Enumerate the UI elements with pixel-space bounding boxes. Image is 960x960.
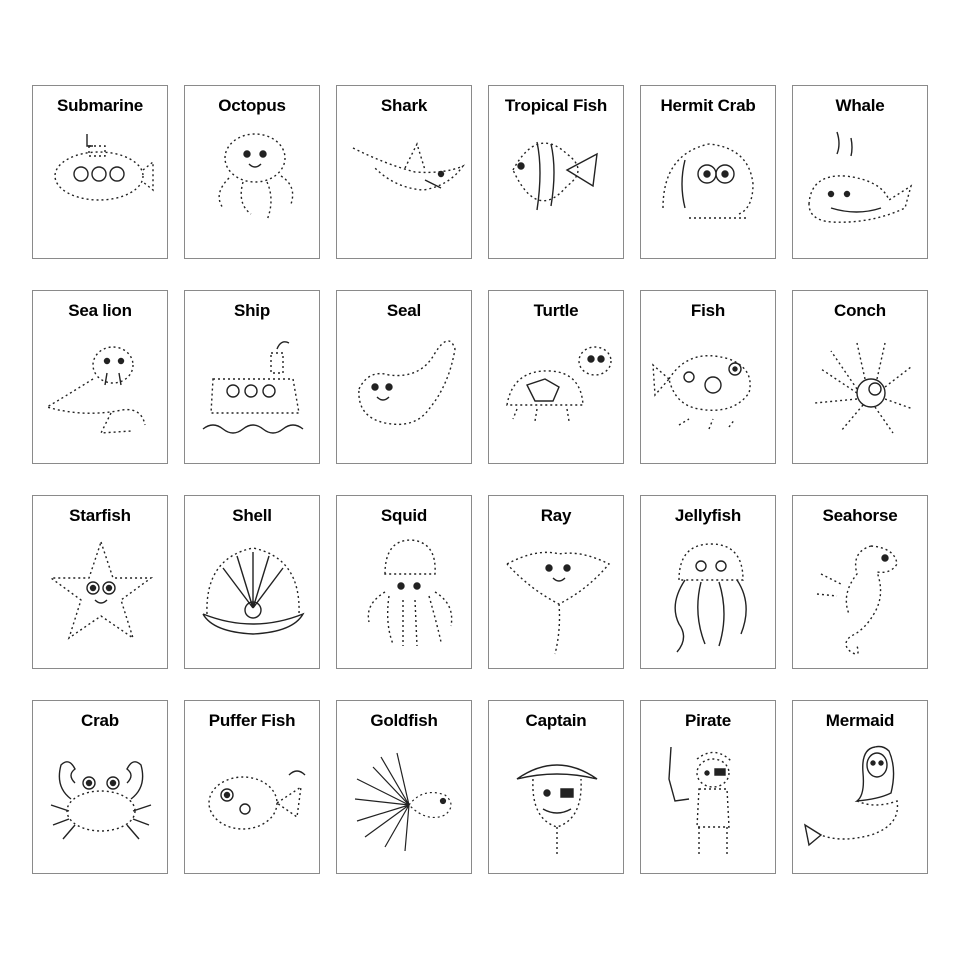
card-octopus[interactable] bbox=[184, 85, 320, 259]
card-crab[interactable] bbox=[32, 700, 168, 874]
card-title: Fish bbox=[690, 301, 726, 320]
ray-icon bbox=[497, 534, 617, 662]
mermaid-icon bbox=[801, 739, 921, 867]
card-title: Ray bbox=[540, 506, 572, 525]
card-title: Sea lion bbox=[68, 301, 132, 320]
card-title: Shell bbox=[232, 506, 272, 525]
card-title: Jellyfish bbox=[674, 506, 742, 525]
card-seal[interactable] bbox=[336, 290, 472, 464]
card-title: Shark bbox=[380, 96, 428, 115]
seahorse-icon bbox=[801, 534, 921, 662]
card-fish[interactable] bbox=[640, 290, 776, 464]
turtle-icon bbox=[497, 329, 617, 457]
card-squid[interactable] bbox=[336, 495, 472, 669]
card-title: Crab bbox=[81, 711, 119, 730]
card-title: Ship bbox=[233, 301, 271, 320]
card-title: Starfish bbox=[69, 506, 131, 525]
card-title: Whale bbox=[835, 96, 885, 115]
shell-icon bbox=[193, 534, 313, 662]
card-mermaid[interactable] bbox=[792, 700, 928, 874]
card-jellyfish[interactable] bbox=[640, 495, 776, 669]
card-title: Octopus bbox=[218, 96, 286, 115]
card-turtle[interactable] bbox=[488, 290, 624, 464]
goldfish-icon bbox=[345, 739, 465, 867]
card-title: Mermaid bbox=[825, 711, 895, 730]
sea-lion-icon bbox=[41, 329, 161, 457]
card-title: Tropical Fish bbox=[504, 96, 608, 115]
card-seahorse[interactable] bbox=[792, 495, 928, 669]
card-captain[interactable] bbox=[488, 700, 624, 874]
puffer-fish-icon bbox=[193, 739, 313, 867]
card-puffer-fish[interactable] bbox=[184, 700, 320, 874]
card-title: Puffer Fish bbox=[208, 711, 296, 730]
card-hermit-crab[interactable] bbox=[640, 85, 776, 259]
worksheet-grid bbox=[32, 85, 928, 875]
card-whale[interactable] bbox=[792, 85, 928, 259]
octopus-icon bbox=[193, 124, 313, 252]
pirate-icon bbox=[649, 739, 769, 867]
fish-icon bbox=[649, 329, 769, 457]
card-title: Hermit Crab bbox=[660, 96, 756, 115]
card-title: Squid bbox=[380, 506, 428, 525]
card-submarine[interactable] bbox=[32, 85, 168, 259]
card-conch[interactable] bbox=[792, 290, 928, 464]
squid-icon bbox=[345, 534, 465, 662]
conch-icon bbox=[801, 329, 921, 457]
submarine-icon bbox=[41, 124, 161, 252]
card-title: Seal bbox=[386, 301, 422, 320]
card-sea-lion[interactable] bbox=[32, 290, 168, 464]
jellyfish-icon bbox=[649, 534, 769, 662]
card-shark[interactable] bbox=[336, 85, 472, 259]
captain-icon bbox=[497, 739, 617, 867]
tropical-fish-icon bbox=[497, 124, 617, 252]
card-starfish[interactable] bbox=[32, 495, 168, 669]
card-title: Conch bbox=[834, 301, 886, 320]
card-title: Submarine bbox=[56, 96, 144, 115]
card-title: Pirate bbox=[684, 711, 732, 730]
card-shell[interactable] bbox=[184, 495, 320, 669]
card-title: Goldfish bbox=[370, 711, 438, 730]
card-tropical-fish[interactable] bbox=[488, 85, 624, 259]
hermit-crab-icon bbox=[649, 124, 769, 252]
crab-icon bbox=[41, 739, 161, 867]
card-title: Captain bbox=[525, 711, 587, 730]
shark-icon bbox=[345, 124, 465, 252]
card-goldfish[interactable] bbox=[336, 700, 472, 874]
starfish-icon bbox=[41, 534, 161, 662]
seal-icon bbox=[345, 329, 465, 457]
card-pirate[interactable] bbox=[640, 700, 776, 874]
whale-icon bbox=[801, 124, 921, 252]
card-title: Turtle bbox=[533, 301, 579, 320]
card-title: Seahorse bbox=[822, 506, 898, 525]
ship-icon bbox=[193, 329, 313, 457]
card-ship[interactable] bbox=[184, 290, 320, 464]
card-ray[interactable] bbox=[488, 495, 624, 669]
